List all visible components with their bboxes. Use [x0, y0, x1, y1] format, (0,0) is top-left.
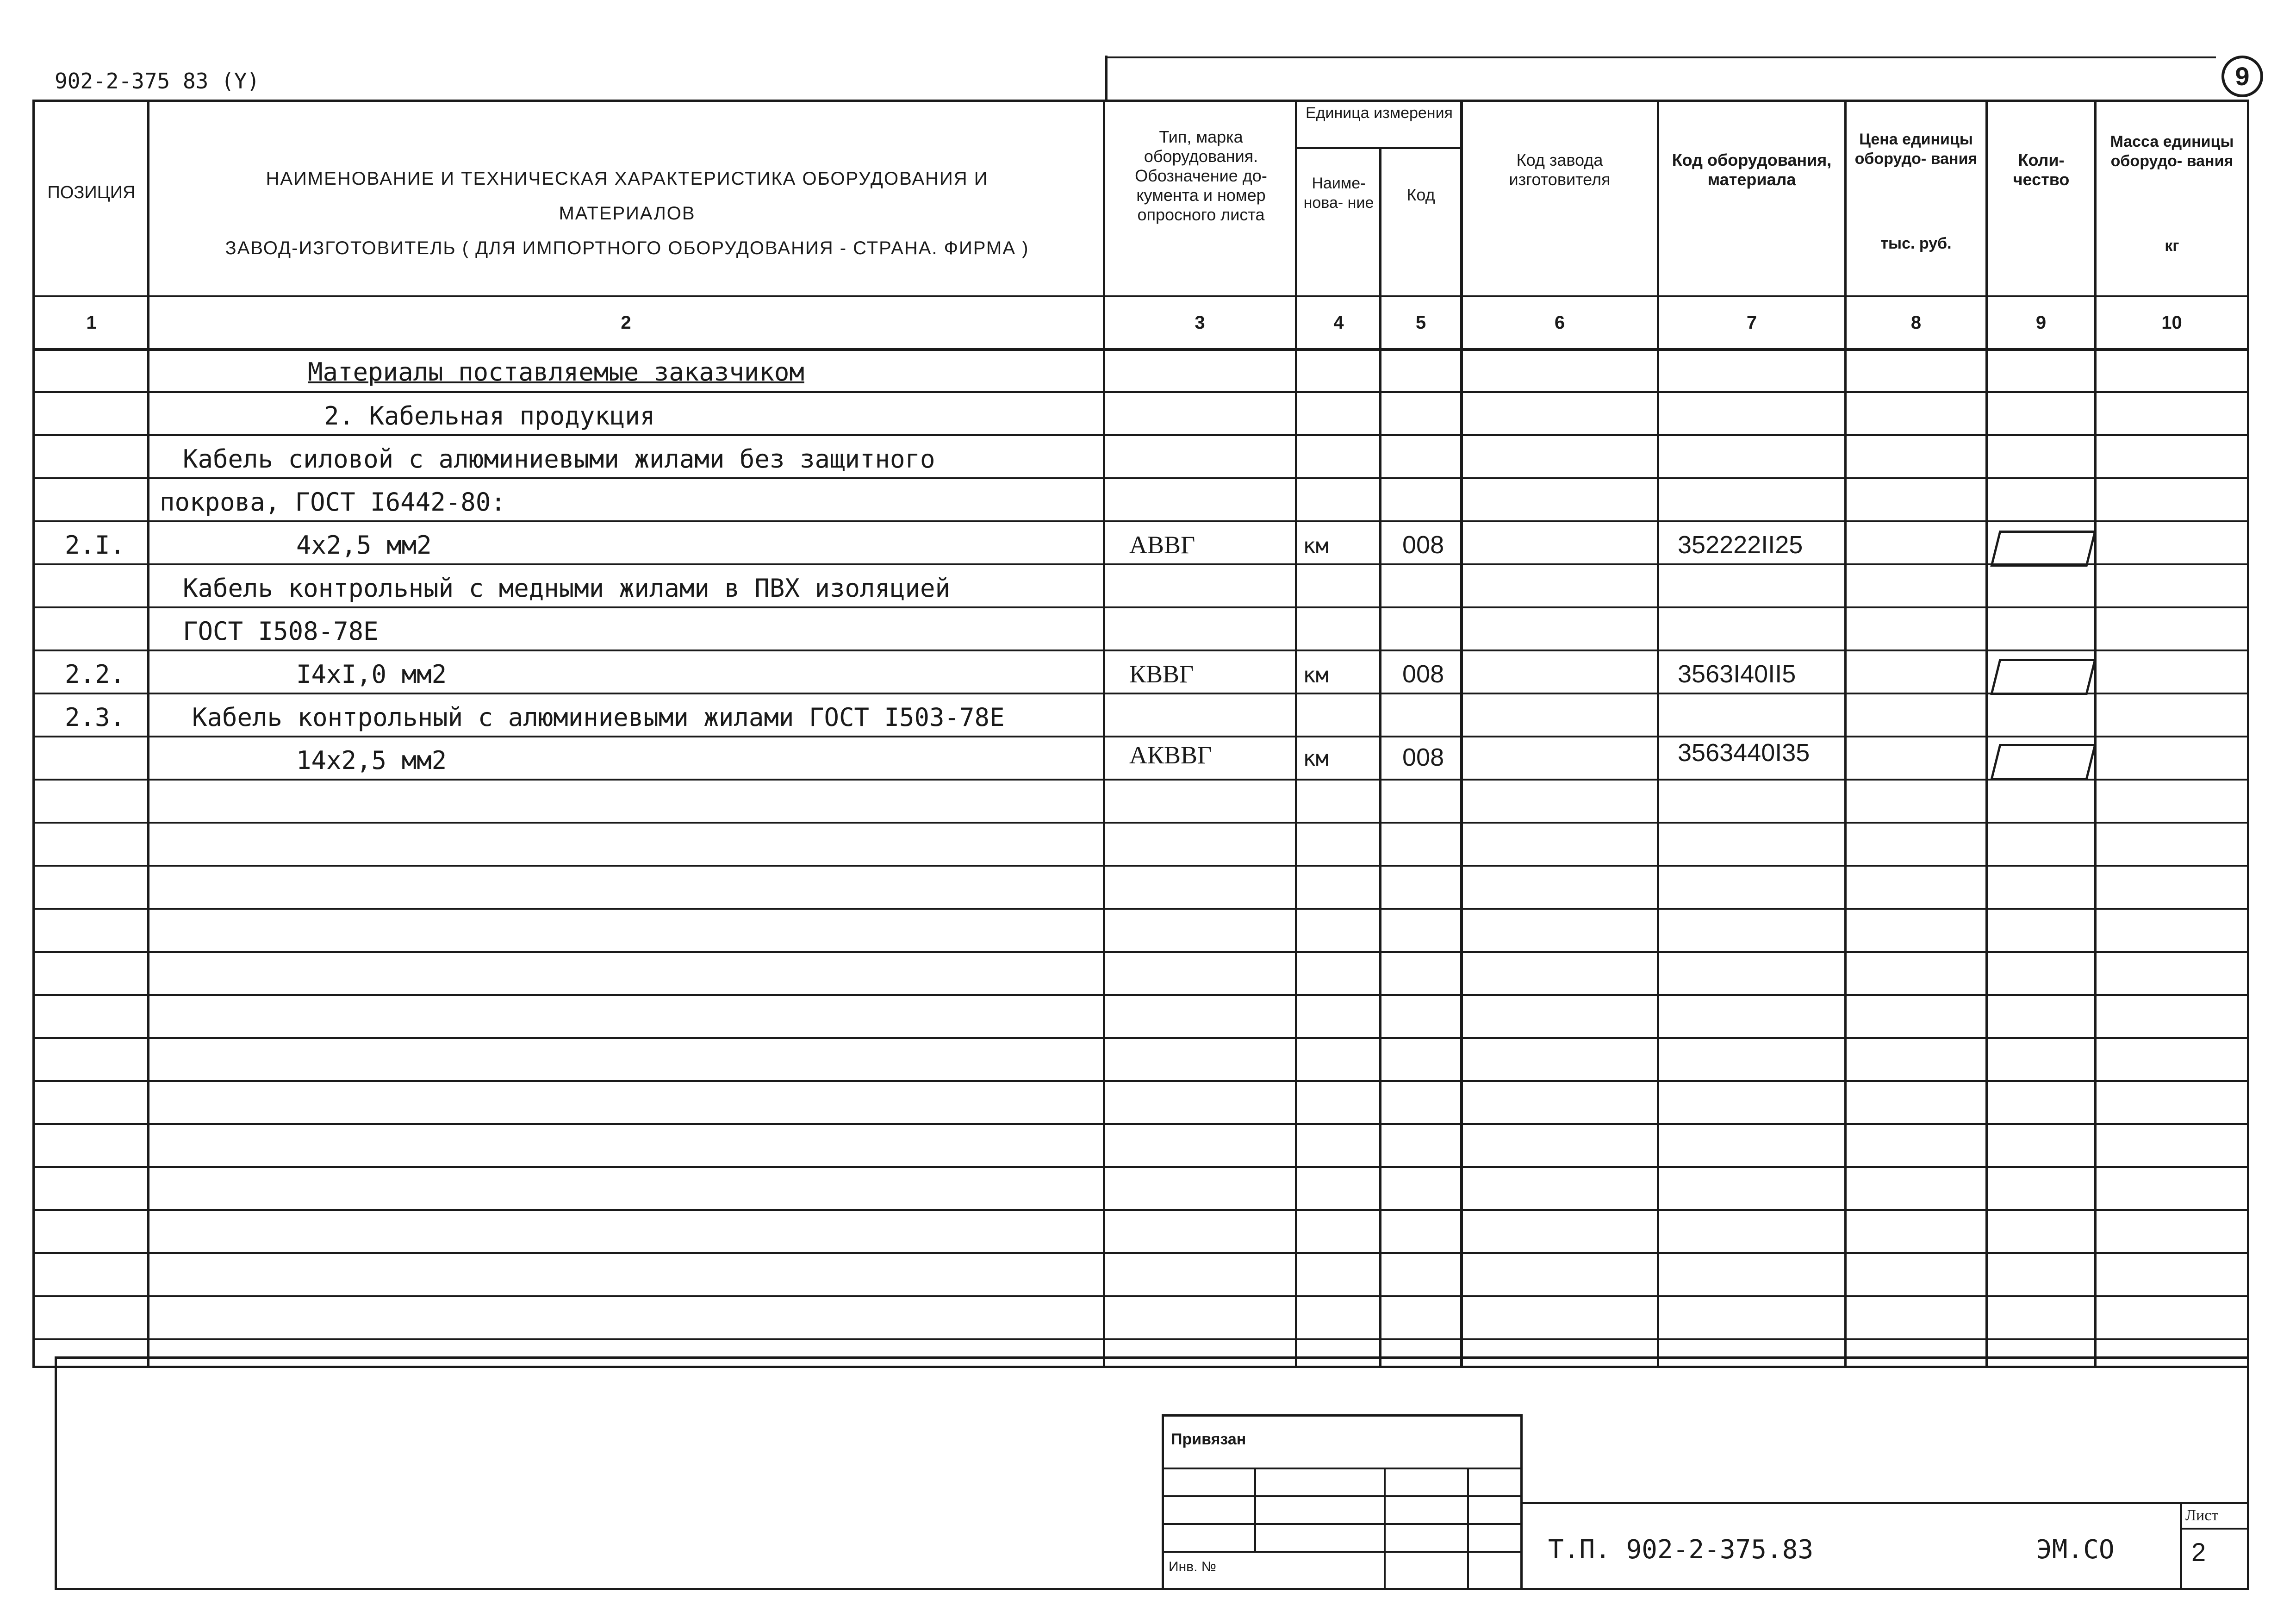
sheet-box-left: [2180, 1502, 2182, 1590]
quantity-box-8: [1990, 744, 2096, 780]
header-price: Цена единицы оборудо- вания: [1854, 131, 1978, 168]
col-line-1: [147, 100, 149, 1368]
row-rule: [32, 693, 2249, 694]
header-factory-code: Код завода изготовителя: [1509, 150, 1611, 189]
row-text-7: Кабель контрольный с алюминиевыми жилами ГОСТ I503-78Е: [192, 703, 1005, 732]
header-type: Тип, марка оборудования. Обозначение до- кумента и номер опросного листа: [1135, 127, 1267, 224]
row-position-2-3: 2.3.: [65, 703, 125, 732]
header-price-unit: тыс. руб.: [1880, 235, 1952, 252]
main-table-frame: [32, 100, 2249, 1368]
row-rule: [32, 1295, 2249, 1297]
row-text-1: Кабель силовой с алюминиевыми жилами без защитного: [183, 444, 935, 474]
col-line-2: [1103, 100, 1105, 1368]
row-code-3: 008: [1402, 531, 1444, 559]
header-equipment-code: Код оборудования, материала: [1672, 150, 1832, 189]
row-position-2-1: 2.I.: [65, 531, 125, 560]
row-rule: [32, 1252, 2249, 1254]
colnum-bottom-rule: [32, 348, 2249, 351]
col-number-3: 3: [1195, 312, 1205, 333]
header-unit-name: Наиме- нова- ние: [1303, 175, 1374, 212]
row-rule: [32, 520, 2249, 522]
row-type-8: АКВВГ: [1129, 741, 1212, 769]
row-position-2-2: 2.2.: [65, 660, 125, 689]
row-rule: [32, 951, 2249, 953]
header-name-line2: МАТЕРИАЛОВ: [559, 203, 696, 224]
row-equipcode-3: 352222II25: [1678, 531, 1803, 559]
col-number-1: 1: [86, 312, 97, 333]
sheet-box-rule: [2180, 1528, 2249, 1530]
inventory-number-label: Инв. №: [1169, 1559, 1216, 1574]
header-unit-code: Код: [1406, 185, 1435, 204]
row-rule: [32, 1080, 2249, 1082]
col-line-5: [1460, 100, 1463, 1368]
row-rule: [32, 908, 2249, 910]
row-rule: [32, 1209, 2249, 1211]
quantity-box-3: [1990, 531, 2096, 567]
privyazan-label: Привязан: [1171, 1430, 1246, 1448]
col-number-9: 9: [2035, 312, 2047, 333]
title-block-top-rule: [1523, 1502, 2249, 1504]
row-code-6: 008: [1402, 660, 1444, 688]
header-position: ПОЗИЦИЯ: [47, 183, 136, 202]
header-mass: Масса единицы оборудо- вания: [2110, 133, 2234, 170]
row-code-8: 008: [1402, 743, 1444, 771]
header-mass-unit: кг: [2165, 237, 2179, 255]
col-line-6: [1657, 100, 1659, 1368]
col-line-9: [2094, 100, 2097, 1368]
col-line-8: [1985, 100, 1988, 1368]
stamp-col: [1384, 1468, 1386, 1590]
row-rule: [32, 1166, 2249, 1168]
row-unit-8: км: [1303, 746, 1329, 771]
row-text-5: ГОСТ I508-78Е: [183, 617, 379, 646]
row-type-6: КВВГ: [1129, 660, 1194, 688]
sheet-number: 2: [2191, 1537, 2206, 1567]
col-number-4: 4: [1333, 312, 1344, 333]
row-rule: [32, 865, 2249, 867]
top-rule-right: [1105, 56, 2216, 58]
row-text-4: Кабель контрольный с медными жилами в ПВХ изоляцией: [183, 574, 951, 603]
col-line-7: [1844, 100, 1847, 1368]
row-rule: [32, 606, 2249, 608]
row-text-6: I4xI,0 мм2: [296, 660, 447, 689]
header-name-line1: НАИМЕНОВАНИЕ И ТЕХНИЧЕСКАЯ ХАРАКТЕРИСТИКА ОБОРУДОВАНИЯ И: [266, 169, 989, 189]
top-divider: [1105, 56, 1108, 102]
row-rule: [32, 477, 2249, 479]
row-equipcode-6: 3563I40II5: [1678, 660, 1796, 688]
header-unit-group: Единица измерения: [1306, 104, 1453, 122]
document-designation: Т.П. 902-2-375.83: [1548, 1535, 1814, 1565]
header-bottom-rule: [32, 295, 2249, 297]
row-type-3: АВВГ: [1129, 531, 1195, 559]
row-unit-3: км: [1303, 533, 1329, 558]
col-line-3: [1295, 100, 1297, 1368]
col-number-8: 8: [1910, 312, 1922, 333]
row-rule: [32, 736, 2249, 737]
col-number-5: 5: [1415, 312, 1426, 333]
sheet-circle-label: 9: [2235, 62, 2250, 91]
sheet-circle-number: [2221, 56, 2263, 97]
col-number-2: 2: [621, 312, 631, 333]
row-text-2: покрова, ГОСТ I6442-80:: [160, 487, 506, 517]
section-title: Материалы поставляемые заказчиком: [308, 357, 804, 387]
row-rule: [32, 650, 2249, 651]
row-rule: [32, 563, 2249, 565]
unit-group-rule: [1295, 147, 1462, 149]
col-number-7: 7: [1746, 312, 1757, 333]
stamp-area-frame: [55, 1356, 2249, 1590]
sheet-label: Лист: [2185, 1507, 2219, 1524]
row-text-8: 14x2,5 мм2: [296, 746, 447, 775]
header-name-line3: ЗАВОД-ИЗГОТОВИТЕЛЬ ( ДЛЯ ИМПОРТНОГО ОБОРУДОВАНИЯ - СТРАНА. ФИРМА ): [225, 238, 1029, 258]
row-unit-6: км: [1303, 662, 1329, 687]
row-rule: [32, 994, 2249, 996]
row-equipcode-8: 3563440I35: [1678, 739, 1810, 767]
row-text-3: 4x2,5 мм2: [296, 531, 432, 560]
row-rule: [32, 822, 2249, 824]
quantity-box-6: [1990, 659, 2096, 695]
header-quantity: Коли- чество: [2013, 150, 2070, 189]
stamp-col: [1254, 1468, 1256, 1551]
col-number-6: 6: [1554, 312, 1565, 333]
row-rule: [32, 1338, 2249, 1340]
row-rule: [32, 391, 2249, 393]
stamp-col: [1467, 1468, 1469, 1590]
document-mark: ЭМ.СО: [2036, 1535, 2115, 1565]
row-rule: [32, 1123, 2249, 1125]
document-code-top: 902-2-375 83 (Y): [55, 69, 260, 94]
row-rule: [32, 779, 2249, 781]
row-rule: [32, 1037, 2249, 1039]
row-rule: [32, 434, 2249, 436]
col-number-10: 10: [2161, 312, 2182, 333]
subsection-title: 2. Кабельная продукция: [324, 401, 655, 431]
